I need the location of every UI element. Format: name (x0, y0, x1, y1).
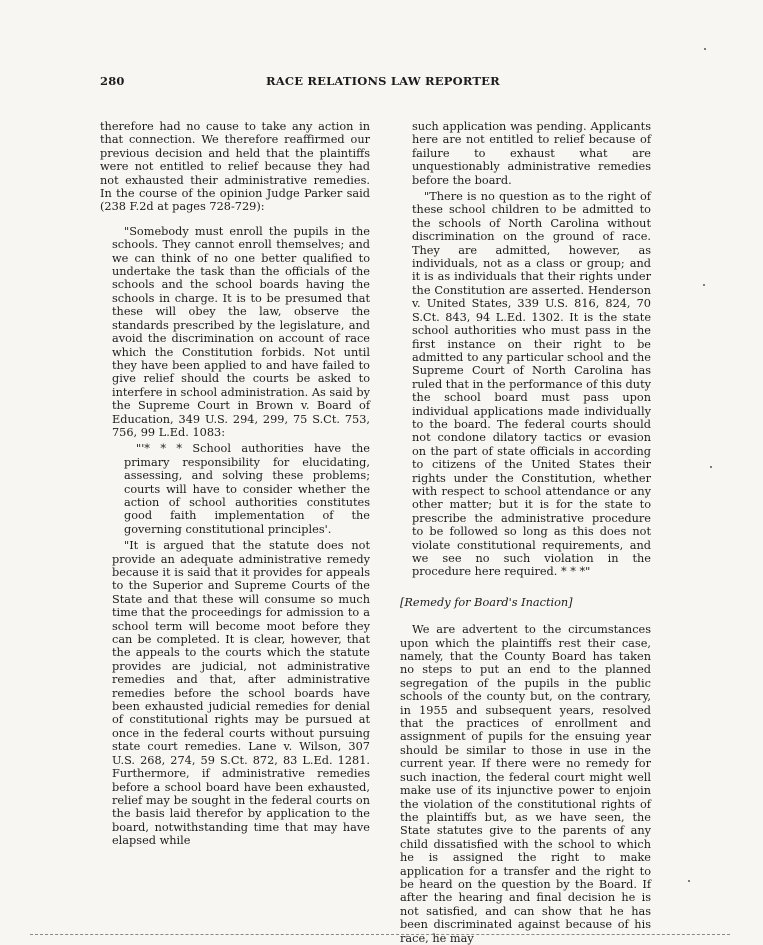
bottom-edge-rule (30, 934, 730, 936)
scan-speck (688, 880, 690, 882)
block-quote-enroll: "Somebody must enroll the pupils in the schools. They cannot enroll themselves; and we can think of no one better qualified to undertake the task than the officials of the schools and the school boards having the schools in charge. It is to be presumed that these will obey the law, observe the standards prescribed by the legislature, and avoid the discrimination on account of race which the Constitution forbids. Not until they have been applied to and have failed to give relief should the courts be asked to interfere in school administration. As said by the Supreme Court in Brown v. Board of Education, 349 U.S. 294, 299, 75 S.Ct. 753, 756, 99 L.Ed. 1083: (112, 224, 370, 439)
remedy-paragraph: We are advertent to the circumstances upon which the plaintiffs rest their case, namely, that the County Board has taken no steps to put an end to the planned segregation of the pupils in the public schools of the county but, on the contrary, in 1955 and subsequent years, resolved that the practices of enrollment and assignment of pupils for the ensuing year should be similar to those in use in the current year. If there were no remedy for such inaction, the federal court might well make use of its injunctive power to enjoin the violation of the constitutional rights of the plaintiffs but, as we have seen, the State statutes give to the parents of any child dissatisfied with the school to which he is assigned the right to make application for a transfer and the right to be heard on the question by the Board. If after the hearing and final decision he is not satisfied, and can show that he has been discriminated against because of his race, he may (400, 623, 651, 945)
scan-speck (710, 466, 712, 468)
page-header (100, 74, 655, 94)
running-title: RACE RELATIONS LAW REPORTER (266, 74, 500, 88)
section-subheading: [Remedy for Board's Inaction] (400, 595, 573, 609)
opening-paragraph: therefore had no cause to take any action in that connection. We therefore reaffirmed our previous decision and held that the plaintiffs were not entitled to relief because they had not exhausted their administrative remedies. In the course of the opinion Judge Parker said (238 F.2d at pages 728-729): (100, 120, 370, 214)
scan-speck (703, 284, 705, 286)
right-column (400, 120, 651, 945)
scan-speck (704, 48, 706, 50)
nested-quote-brown: "'* * * School authorities have the primary responsibility for elucidating, assessing, and solving these problems; courts will have to consider whether the action of school authorities constitutes good faith implementation of the governing constitutional principles'. (124, 442, 370, 536)
left-column (100, 120, 370, 848)
page-number: 280 (100, 74, 125, 88)
block-quote-statute: "It is argued that the statute does not provide an adequate administrative remedy because it is said that it provides for appeals to the Superior and Supreme Courts of the State and that these will consume so much time that the proceedings for admission to a school term will become moot before they can be completed. It is clear, however, that the appeals to the courts which the statute provides are judicial, not administrative remedies and that, after administrative remedies before the school boards have been exhausted judicial remedies for denial of constitutional rights may be pursued at once in the federal courts without pursuing state court remedies. Lane v. Wilson, 307 U.S. 268, 274, 59 S.Ct. 872, 83 L.Ed. 1281. Furthermore, if administrative remedies before a school board have been exhausted, relief may be sought in the federal courts on the basis laid therefor by application to the board, notwithstanding time that may have elapsed while (112, 539, 370, 848)
block-quote-continuation: such application was pending. Applicants here are not entitled to relief because of failure to exhaust what are unquestionably administrative remedies before the board. (412, 120, 651, 187)
block-quote-rights: "There is no question as to the right of these school children to be admitted to the schools of North Carolina without discrimination on the ground of race. They are admitted, however, as individuals, not as a class or group; and it is as individuals that their rights under the Constitution are asserted. Henderson v. United States, 339 U.S. 816, 824, 70 S.Ct. 843, 94 L.Ed. 1302. It is the state school authorities who must pass in the first instance on their right to be admitted to any particular school and the Supreme Court of North Carolina has ruled that in the performance of this duty the school board must pass upon individual applications made individually to the board. The federal courts should not condone dilatory tactics or evasion on the part of state officials in according to citizens of the United States their rights under the Constitution, whether with respect to school attendance or any other matter; but it is for the state to prescribe the administrative procedure to be followed so long as this does not violate constitutional requirements, and we see no such violation in the procedure here required. * * *" (412, 190, 651, 579)
